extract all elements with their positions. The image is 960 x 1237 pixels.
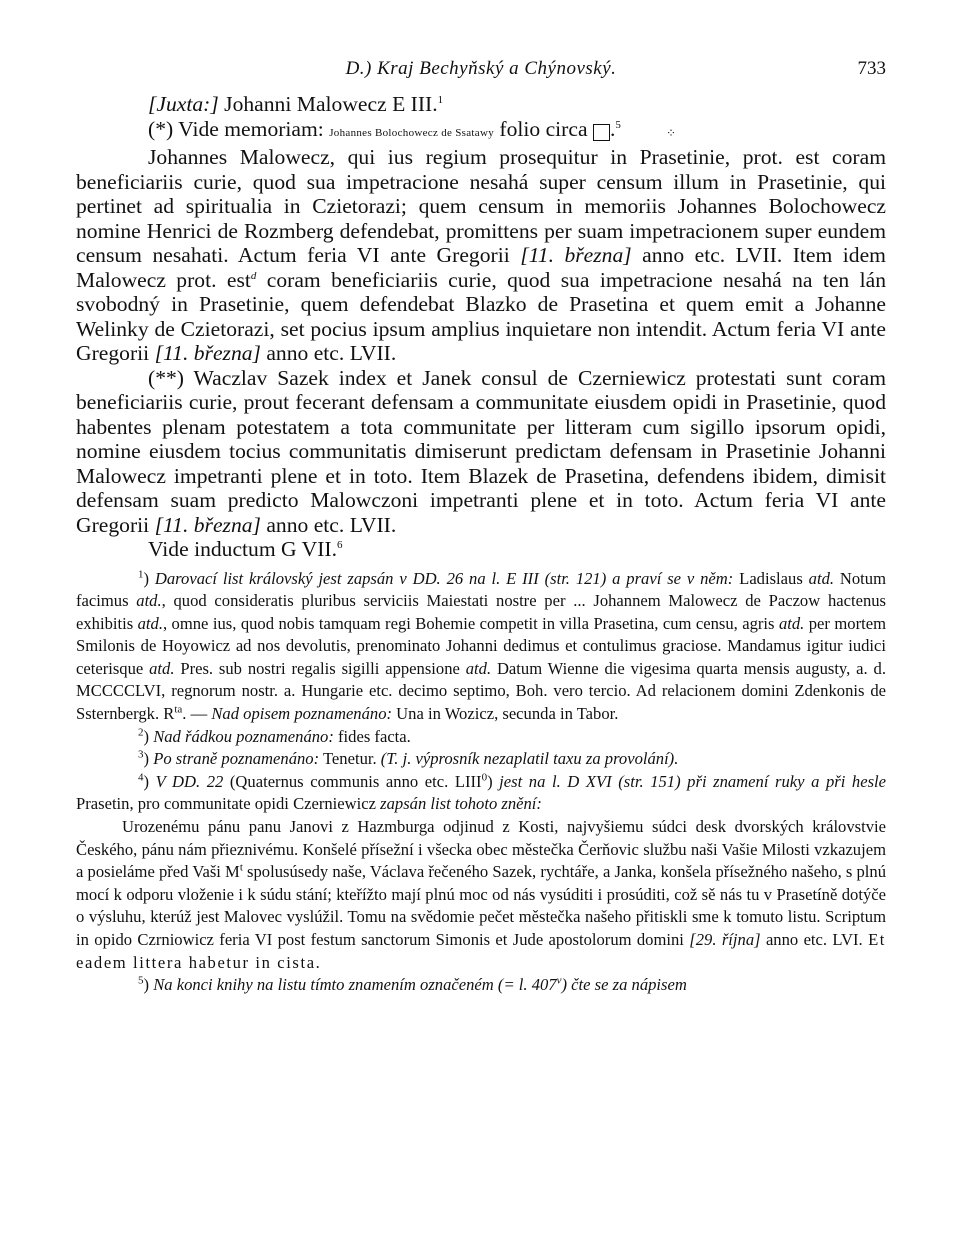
note-text: (Quaternus communis anno etc. LIII bbox=[223, 771, 482, 791]
quoted-letter bbox=[76, 816, 886, 974]
note-text: Ladislaus bbox=[733, 568, 809, 588]
italic-note: (T. j. výprosník nezaplatil taxu za provolání). bbox=[380, 749, 679, 769]
italic-note: Na konci knihy na listu tímto znamením označeném (= l. 407 bbox=[153, 975, 557, 995]
note-text: Prasetin, pro communitate opidi Czerniewicz bbox=[76, 794, 381, 814]
note-text: Tenetur. bbox=[319, 749, 381, 769]
spaced-text: Et eadem littera habetur in cista. bbox=[76, 930, 887, 972]
note-text: . — bbox=[182, 704, 212, 724]
italic-note: V DD. 22 bbox=[155, 771, 224, 791]
page bbox=[76, 58, 886, 997]
footnote-ref: 6 bbox=[337, 538, 343, 551]
superscript: 0 bbox=[481, 771, 488, 784]
atd-abbrev: atd. bbox=[465, 658, 492, 678]
footnote-5: $^5$) Na konci knihy na listu tímto znamením označeném (= l. 407$^v$) čte se za nápisem bbox=[138, 974, 687, 995]
atd-abbrev: atd. bbox=[149, 658, 175, 678]
note-text: Notum facimus bbox=[76, 568, 886, 611]
paragraph-text: Johannes Malowecz, qui ius regium prosequitur in Prasetinie, prot. est coram beneficiariis curie, quod sua impetracione nesahá super censum illum in Prasetinie, qui pertinet ad spiritualia in Czietorazi; quem censum in memoriis Johannes Bolochowecz nomine Henrici de Rozmberg defendebat, promittens per suam impetracionem super eundem censum nesahati. Actum feria VI ante Gregorii bbox=[76, 145, 886, 267]
date-annotation: [11. března] bbox=[154, 512, 261, 537]
juxta-label: [Juxta:] bbox=[148, 92, 219, 116]
superscript: t bbox=[239, 861, 243, 874]
memoriam-text: (*) Vide memoriam: bbox=[148, 116, 330, 141]
page-header bbox=[76, 58, 886, 92]
note-text: Datum Wienne die vigesima quarta mensis augusty, a. d. MCCCCLVI, regnorum nostr. a. Hungarie etc. decimo septimo, Boh. vero tercio. Ad relacionem domini Zdenkonis de Ssternbergk. R bbox=[76, 658, 886, 724]
note-text: Pres. sub nostri regalis sigilli appensione bbox=[174, 658, 466, 678]
atd-abbrev: atd. bbox=[778, 613, 805, 633]
note-text: , quod consideratis pluribus serviciis Maiestati nostre per ... Johannem Malowecz de Paczow hactenus exhibitis bbox=[76, 591, 886, 633]
entry-vide-inductum bbox=[76, 537, 886, 562]
entry-juxta-text: Johanni Malowecz E III. bbox=[218, 92, 438, 116]
main-text bbox=[76, 92, 886, 562]
footnote-mark: 3 bbox=[138, 748, 144, 761]
atd-abbrev: atd. bbox=[137, 613, 163, 633]
atd-abbrev: atd. bbox=[808, 568, 835, 588]
paragraph-text: (**) Waczlav Sazek index et Janek consul de Czerniewicz protestati sunt coram beneficiariis curie, prout fecerant defensam a communitate eiusdem opidi in Prasetinie, quod habentes plenam potestatem a tota communitate per litteram cum sigillo ipsorum opidi, nomine eiusdem tocius communitatis dimiserunt predictam defensam in Prasetinie Johanni Malowecz impetranti plene et in toto. Item Blazek de Prasetina, defendens ibidem, dimisit defensam suam predicto Malowczoni impetranti plene et in toto. Actum feria VI ante Gregorii bbox=[76, 365, 886, 537]
footnotes bbox=[76, 568, 886, 997]
italic-note: zapsán list tohoto znění: bbox=[380, 794, 542, 814]
footnote-mark: 2 bbox=[138, 726, 144, 739]
note-text: per mortem Smilonis de Hoyowicz ad nos devolutis, prenominato Johanni dedimus et contulimus graciose. Mandamus igitur iudici ceterisque bbox=[76, 613, 886, 678]
footnote-mark: 4 bbox=[138, 771, 144, 784]
note-text: , omne ius, quod nobis tamquam regi Bohemie competit in villa Prasetina, cum censu, agris bbox=[162, 613, 779, 633]
footnote-2: $^2$) Nad řádkou poznamenáno: fides facta. bbox=[138, 726, 411, 746]
running-head: D.) Kraj Bechyňský a Chýnovský. bbox=[345, 58, 617, 79]
italic-note: Nad opisem poznamenáno: bbox=[211, 704, 393, 724]
note-text: ) bbox=[487, 771, 500, 791]
quote-text: anno etc. LVI. bbox=[760, 930, 869, 949]
italic-note: ) čte se za nápisem bbox=[561, 975, 687, 995]
paragraph-text: anno etc. LVII. bbox=[260, 512, 397, 537]
italic-note: Po straně poznamenáno: bbox=[153, 749, 320, 769]
footnote-ref: 5 bbox=[615, 118, 621, 131]
note-text: fides facta. bbox=[333, 726, 411, 746]
date-annotation: [29. října] bbox=[689, 930, 761, 949]
date-annotation: [11. března] bbox=[154, 341, 261, 365]
superscript: v bbox=[556, 974, 562, 987]
footnote-ref: 1 bbox=[437, 93, 444, 106]
footnote-3: $^3$) Po straně poznamenáno: Tenetur. (T. j. výprosník nezaplatil taxu za provolání). bbox=[138, 748, 679, 769]
footnote-mark: 5 bbox=[138, 974, 144, 987]
superscript: ta bbox=[174, 703, 183, 716]
page-number: 733 bbox=[857, 58, 886, 79]
entry-johannes-malowecz bbox=[76, 145, 886, 366]
footnote-1: $^1$) Darovací list královský jest zapsán v DD. 26 na l. E III (str. 121) a praví se v něm: Ladislaus atd. Notum facimus atd., quod consideratis pluribus serviciis Maiestati nostre per ... Johannem Malowecz de Paczow hactenus exhibitis atd., omne ius, quod nobis tamquam regi Bohemie competit in villa Prasetina, cum censu, agris atd. per mortem Smilonis de Hoyowicz ad nos devolutis, prenominato Johanni dedimus et contulimus graciose. Mandamus igitur iudici ceterisque atd. Pres. sub nostri regalis sigilli appensione atd. Datum Wienne die vigesima quarta mensis augusty, a. d. MCCCCLVI, regnorum nostr. a. Hungarie etc. decimo septimo, Boh. vero tercio. Ad relacionem domini Zdenkonis de Ssternbergk. $R^{ta}$. — Nad opisem poznamenáno: Una in Wozicz, secunda in Tabor. bbox=[76, 567, 886, 724]
paragraph-text: Vide inductum G VII. bbox=[148, 537, 338, 561]
period: . bbox=[609, 116, 616, 141]
italic-note: jest na l. D XVI (str. 151) při znamení ruky a při hesle bbox=[499, 771, 886, 791]
note-text: Una in Wozicz, secunda in Tabor. bbox=[392, 704, 619, 724]
quote-text: spolusúsedy naše, Václava řečeného Sazek, rychtáře, a Janka, konšela přísežného našeho, s plnú mocí k odporu vloženie i k súdu stání; kteřížto mají plnú moc od nás vysúditi i prosúditi, což sě nás tu v Prasetíně dotýče o výsluhu, kterúž jest Malovec vyslúžil. Tomu na svědomie pečet městečka našeho přitiskli sme k tomuto listu. Scriptum in opido Czrniowicz feria VI post festum sanctorum Simonis et Jude apostolorum domini bbox=[76, 862, 887, 949]
footnote-ref: d bbox=[250, 269, 257, 282]
footnote-4: $^4$) V DD. 22 (Quaternus communis anno etc. LIII$^0$) jest na l. D XVI (str. 151) při znamení ruky a při hesle Prasetin, pro communitate opidi Czerniewicz zapsán list tohoto znění: bbox=[76, 771, 886, 814]
paragraph-text: coram beneficiariis curie, quod sua impetracione nesahá na ten lán svobodný in Prasetinie, quem defendebat Blazko de Prasetina et quem emit a Johanne Welinky de Czietorazi, set pocius ipsum amplius inquietare non intendit. Actum feria VI ante Gregorii bbox=[76, 267, 886, 365]
entry-waczlav-sazek bbox=[76, 366, 886, 538]
italic-note: Nad řádkou poznamenáno: bbox=[153, 726, 334, 746]
paragraph-text: anno etc. LVII. Item idem Malowecz prot. est bbox=[76, 243, 886, 292]
folio-text: folio circa bbox=[494, 116, 593, 141]
folio-symbol-icon: ⁘ bbox=[593, 124, 610, 141]
paragraph-text: anno etc. LVII. bbox=[260, 341, 397, 365]
footnote-mark: 1 bbox=[138, 567, 144, 580]
date-annotation: [11. března] bbox=[520, 243, 632, 267]
quote-text: Urozenému pánu panu Janovi z Hazmburga odjinud z Kosti, najvyšiemu súdci desk dvorských královstvie Českého, pánu nám přieznivému. Konšelé přísežní i všecka obec městečka Čerňovic službu naši Vašie Milosti vzkazujem a posieláme před Vaši M bbox=[76, 817, 886, 882]
entry-vide-memoriam bbox=[76, 117, 886, 146]
small-caps-name: Johannes Bolochowecz de Ssatawy bbox=[329, 126, 495, 139]
italic-note: Darovací list královský jest zapsán v DD. 26 na l. E III (str. 121) a praví se v něm: bbox=[154, 568, 734, 588]
atd-abbrev: atd. bbox=[136, 591, 162, 611]
entry-juxta bbox=[76, 92, 886, 117]
